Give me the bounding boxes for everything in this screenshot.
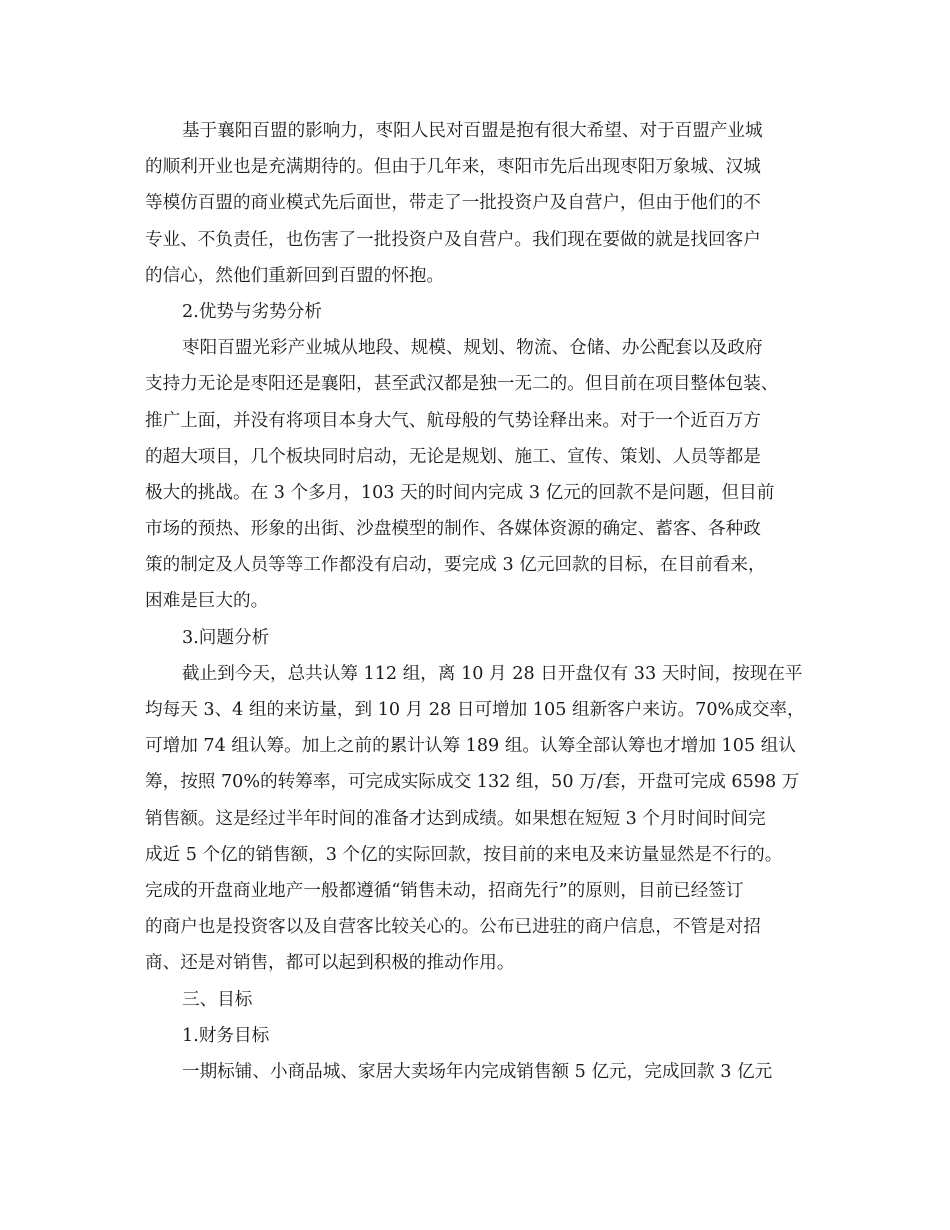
paragraph-line: 可增加 74 组认筹。加上之前的累计认筹 189 组。认筹全部认筹也才增加 105 组认	[145, 736, 796, 757]
paragraph-line: 支持力无论是枣阳还是襄阳，甚至武汉都是独一无二的。但目前在项目整体包装、	[145, 374, 779, 395]
section-heading: 3.问题分析	[182, 627, 270, 648]
document-body	[145, 113, 810, 1090]
paragraph-line: 极大的挑战。在 3 个多月，103 天的时间内完成 3 亿元的回款不是问题，但目前	[145, 482, 775, 503]
paragraph-line: 筹，按照 70%的转筹率，可完成实际成交 132 组，50 万/套，开盘可完成 6598 万	[145, 772, 800, 793]
paragraph-line: 策的制定及人员等等工作都没有启动，要完成 3 亿元回款的目标，在目前看来，	[145, 555, 766, 576]
section-heading: 三、目标	[182, 989, 253, 1010]
section-heading: 2.优势与劣势分析	[182, 301, 322, 322]
paragraph-line: 均每天 3、4 组的来访量，到 10 月 28 日可增加 105 组新客户来访。70%成交率，	[145, 700, 805, 720]
paragraph-line: 基于襄阳百盟的影响力，枣阳人民对百盟是抱有很大希望、对于百盟产业城	[182, 121, 763, 141]
paragraph-line: 一期标铺、小商品城、家居大卖场年内完成销售额 5 亿元，完成回款 3 亿元	[182, 1061, 773, 1082]
paragraph-line: 的商户也是投资客以及自营客比较关心的。公布已进驻的商户信息，不管是对招	[145, 917, 761, 938]
paragraph-line: 专业、不负责任，也伤害了一批投资户及自营户。我们现在要做的就是找回客户	[145, 229, 761, 250]
paragraph-line: 截止到今天，总共认筹 112 组，离 10 月 28 日开盘仅有 33 天时间，按现在平	[182, 663, 803, 684]
paragraph-line: 困难是巨大的。	[145, 591, 269, 612]
paragraph-line: 的顺利开业也是充满期待的。但由于几年来，枣阳市先后出现枣阳万象城、汉城	[145, 157, 761, 178]
paragraph-line: 的超大项目，几个板块同时启动，无论是规划、施工、宣传、策划、人员等都是	[145, 446, 761, 467]
paragraph-line: 枣阳百盟光彩产业城从地段、规模、规划、物流、仓储、办公配套以及政府	[182, 338, 763, 359]
paragraph-line: 的信心，然他们重新回到百盟的怀抱。	[145, 265, 445, 286]
paragraph-line: 推广上面，并没有将项目本身大气、航母般的气势诠释出来。对于一个近百万方	[145, 410, 761, 431]
paragraph-line: 成近 5 个亿的销售额，3 个亿的实际回款，按目前的来电及来访量显然是不行的。	[145, 844, 783, 865]
paragraph-line: 市场的预热、形象的出街、沙盘模型的制作、各媒体资源的确定、蓄客、各种政	[145, 519, 761, 540]
subsection-heading: 1.财务目标	[182, 1025, 270, 1046]
paragraph-line: 商、还是对销售，都可以起到积极的推动作用。	[145, 953, 515, 974]
paragraph-line: 等模仿百盟的商业模式先后面世，带走了一批投资户及自营户，但由于他们的不	[145, 193, 761, 214]
paragraph-line: 完成的开盘商业地产一般都遵循“销售未动，招商先行”的原则，目前已经签订	[145, 880, 744, 901]
paragraph-line: 销售额。这是经过半年时间的准备才达到成绩。如果想在短短 3 个月时间时间完	[145, 808, 766, 829]
